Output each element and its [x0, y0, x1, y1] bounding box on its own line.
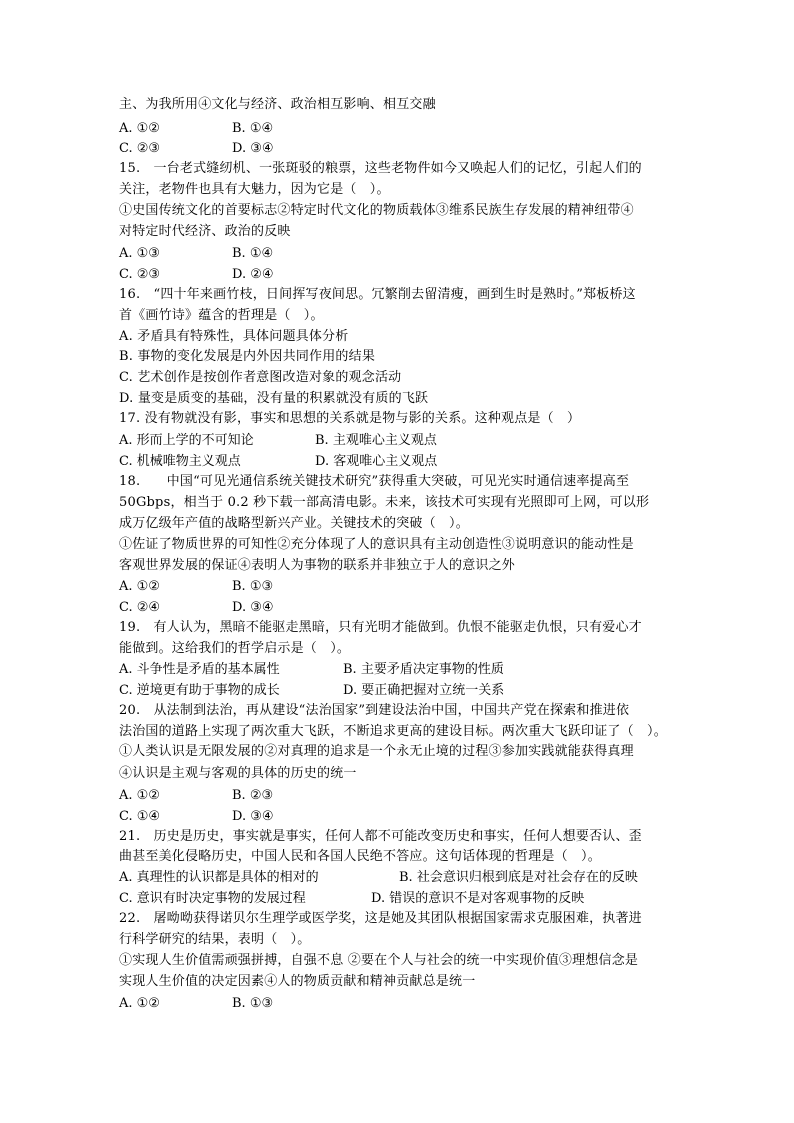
q15-statements-line-1: ①史国传统文化的首要标志②特定时代文化的物质载体③维系民族生存发展的精神纽带④ — [119, 203, 634, 218]
q18-option-a: A. ①② — [119, 579, 160, 594]
q21-option-a: A. 真理性的认识都是具体的相对的 — [119, 870, 319, 885]
q15-stem-line-2: 关注，老物件也具有大魅力，因为它是（ ）。 — [119, 182, 390, 197]
q19-option-c: C. 逆境更有助于事物的成长 — [119, 683, 280, 698]
q16-option-c: C. 艺术创作是按创作者意图改造对象的观念活动 — [119, 370, 402, 385]
q22-statements-line-2: 实现人生价值的决定因素④人的物质贡献和精神贡献总是统一 — [119, 974, 476, 989]
q20-statements-line-1: ①人类认识是无限发展的②对真理的追求是一个永无止境的过程③参加实践就能获得真理 — [119, 744, 634, 759]
q14-option-c: C. ②③ — [119, 141, 161, 156]
q21-option-d: D. 错误的意识不是对客观事物的反映 — [371, 891, 585, 906]
q16-stem-line-1: 16. “四十年来画竹枝，日间挥写夜间思。冗繁削去留清瘦，画到生时是熟时。”郑板桥这 — [119, 287, 636, 302]
q19-option-a: A. 斗争性是矛盾的基本属性 — [119, 662, 280, 677]
q21-stem-line-2: 曲甚至美化侵略历史，中国人民和各国人民绝不答应。这句话体现的哲理是（ ）。 — [119, 849, 601, 864]
q17-option-b: B. 主观唯心主义观点 — [315, 433, 437, 448]
q18-stem-line-3: 成万亿级年产值的战略型新兴产业。关键技术的突破（ ）。 — [119, 516, 469, 531]
q22-option-a: A. ①② — [119, 996, 160, 1011]
q22-option-b: B. ①③ — [232, 996, 274, 1011]
q15-option-b: B. ①④ — [232, 246, 274, 261]
q15-stem-line-1: 15. 一台老式缝纫机、一张斑驳的粮票，这些老物件如今又唤起人们的记忆，引起人们的 — [119, 161, 642, 176]
q19-stem-line-1: 19. 有人认为，黑暗不能驱走黑暗，只有光明才能做到。仇恨不能驱走仇恨，只有爱心才 — [119, 620, 642, 635]
q22-stem-line-1: 22. 屠呦呦获得诺贝尔生理学或医学奖，这是她及其团队根据国家需求克服困难，执著进 — [119, 911, 642, 926]
q18-option-d: D. ③④ — [232, 600, 274, 615]
q21-stem-line-1: 21. 历史是历史，事实就是事实，任何人都不可能改变历史和事实，任何人想要否认、歪 — [119, 829, 642, 844]
q14-option-b: B. ①④ — [232, 121, 274, 136]
q16-stem-line-2: 首《画竹诗》蕴含的哲理是（ ）。 — [119, 308, 324, 323]
q16-option-a: A. 矛盾具有特殊性，具体问题具体分析 — [119, 329, 349, 344]
q20-statements-line-2: ④认识是主观与客观的具体的历史的统一 — [119, 766, 357, 781]
q15-option-c: C. ②③ — [119, 267, 161, 282]
q22-stem-line-2: 行科学研究的结果，表明（ ）。 — [119, 932, 311, 947]
q20-stem-line-2: 法治国的道路上实现了两次重大飞跃，不断追求更高的建设目标。两次重大飞跃印证了（ ）。 — [119, 724, 667, 739]
q18-stem-line-1: 18. 中国“可见光通信系统关键技术研究”获得重大突破，可见光实时通信速率提高至 — [119, 474, 630, 489]
q15-statements-line-2: 对特定时代经济、政治的反映 — [119, 224, 291, 239]
q14-statement-tail: 主、为我所用④文化与经济、政治相互影响、相互交融 — [119, 97, 436, 112]
q14-option-d: D. ③④ — [232, 141, 274, 156]
q20-option-d: D. ③④ — [232, 809, 274, 824]
q20-option-a: A. ①② — [119, 788, 160, 803]
q18-option-c: C. ②④ — [119, 600, 161, 615]
q16-option-d: D. 量变是质变的基础，没有量的积累就没有质的飞跃 — [119, 391, 429, 406]
q15-option-d: D. ②④ — [232, 267, 274, 282]
q18-option-b: B. ①③ — [232, 579, 274, 594]
q19-option-b: B. 主要矛盾决定事物的性质 — [343, 662, 504, 677]
q20-option-c: C. ①④ — [119, 809, 161, 824]
q18-statements-line-1: ①佐证了物质世界的可知性②充分体现了人的意识具有主动创造性③说明意识的能动性是 — [119, 537, 634, 552]
q15-option-a: A. ①③ — [119, 246, 160, 261]
q20-stem-line-1: 20. 从法制到法治，再从建设“法治国家”到建设法治中国，中国共产党在探索和推进依 — [119, 703, 630, 718]
q22-statements-line-1: ①实现人生价值需顽强拼搏，自强不息 ②要在个人与社会的统一中实现价值③理想信念是 — [119, 953, 639, 968]
q21-option-c: C. 意识有时决定事物的发展过程 — [119, 891, 306, 906]
q17-stem: 17. 没有物就没有影，事实和思想的关系就是物与影的关系。这种观点是（ ） — [119, 411, 581, 426]
q18-stem-line-2: 50Gbps，相当于 0.2 秒下载一部高清电影。未来，该技术可实现有光照即可上网，可以形 — [119, 495, 650, 510]
q19-option-d: D. 要正确把握对立统一关系 — [343, 683, 505, 698]
q17-option-c: C. 机械唯物主义观点 — [119, 454, 241, 469]
q17-option-d: D. 客观唯心主义观点 — [315, 454, 438, 469]
q16-option-b: B. 事物的变化发展是内外因共同作用的结果 — [119, 349, 376, 364]
q14-option-a: A. ①② — [119, 121, 160, 136]
q19-stem-line-2: 能做到。这给我们的哲学启示是（ ）。 — [119, 641, 351, 656]
q17-option-a: A. 形而上学的不可知论 — [119, 433, 254, 448]
q18-statements-line-2: 客观世界发展的保证④表明人为事物的联系并非独立于人的意识之外 — [119, 558, 516, 573]
q21-option-b: B. 社会意识归根到底是对社会存在的反映 — [399, 870, 638, 885]
q20-option-b: B. ②③ — [232, 788, 274, 803]
